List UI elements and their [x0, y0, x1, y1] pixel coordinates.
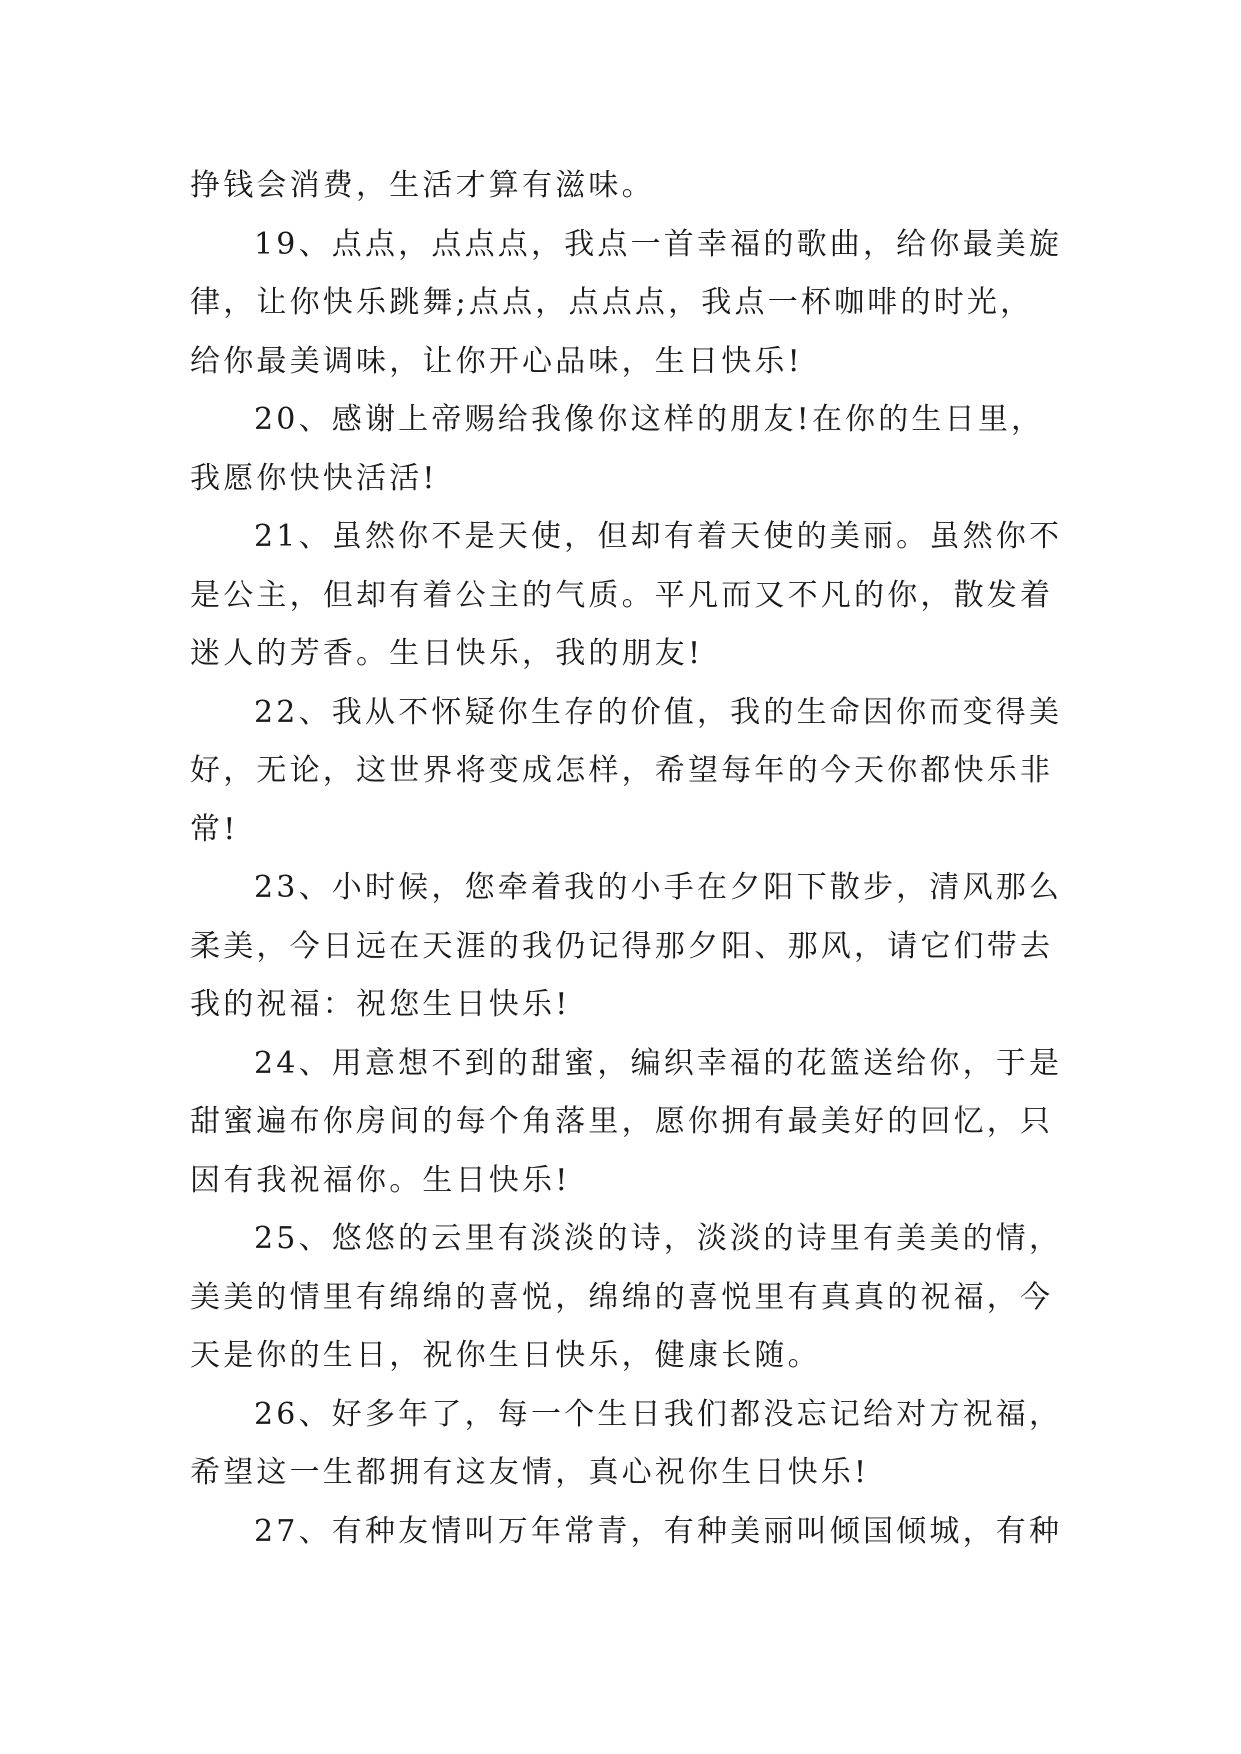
text-line: 22、我从不怀疑你生存的价值，我的生命因你而变得美 [254, 694, 1063, 730]
text-line: 23、小时候，您牵着我的小手在夕阳下散步，清风那么 [254, 870, 1063, 905]
text-line: 19、点点，点点点，我点一首幸福的歌曲，给你最美旋 [254, 226, 1063, 262]
text-line: 挣钱会消费，生活才算有滋味。 [190, 168, 655, 203]
text-line: 我的祝福：祝您生日快乐! [190, 987, 571, 1022]
text-line: 迷人的芳香。生日快乐，我的朋友! [190, 636, 704, 671]
document-body [190, 157, 1063, 1561]
text-line: 好，无论，这世界将变成怎样，希望每年的今天你都快乐非 [190, 753, 1054, 788]
text-line: 甜蜜遍布你房间的每个角落里，愿你拥有最美好的回忆，只 [190, 1104, 1054, 1139]
text-line: 24、用意想不到的甜蜜，编织幸福的花篮送给你，于是 [254, 1045, 1063, 1081]
text-line: 20、感谢上帝赐给我像你这样的朋友!在你的生日里， [254, 402, 1045, 437]
text-line: 26、好多年了，每一个生日我们都没忘记给对方祝福， [254, 1396, 1063, 1432]
text-line: 天是你的生日，祝你生日快乐，健康长随。 [190, 1338, 821, 1373]
text-line: 给你最美调味，让你开心品味，生日快乐! [190, 343, 803, 379]
text-line: 27、有种友情叫万年常青，有种美丽叫倾国倾城，有种 [254, 1513, 1063, 1549]
text-line: 21、虽然你不是天使，但却有着天使的美丽。虽然你不 [254, 519, 1063, 554]
text-line: 25、悠悠的云里有淡淡的诗，淡淡的诗里有美美的情， [254, 1221, 1063, 1256]
text-line: 我愿你快快活活! [190, 460, 438, 496]
text-line: 因有我祝福你。生日快乐! [190, 1162, 571, 1198]
text-line: 美美的情里有绵绵的喜悦，绵绵的喜悦里有真真的祝福，今 [190, 1279, 1054, 1315]
text-line: 是公主，但却有着公主的气质。平凡而又不凡的你，散发着 [190, 577, 1054, 613]
text-line: 律，让你快乐跳舞;点点，点点点，我点一杯咖啡的时光， [190, 285, 1034, 320]
text-line: 希望这一生都拥有这友情，真心祝你生日快乐! [190, 1455, 870, 1490]
text-line: 柔美，今日远在天涯的我仍记得那夕阳、那风，请它们带去 [190, 928, 1054, 964]
text-line: 常! [190, 811, 239, 847]
